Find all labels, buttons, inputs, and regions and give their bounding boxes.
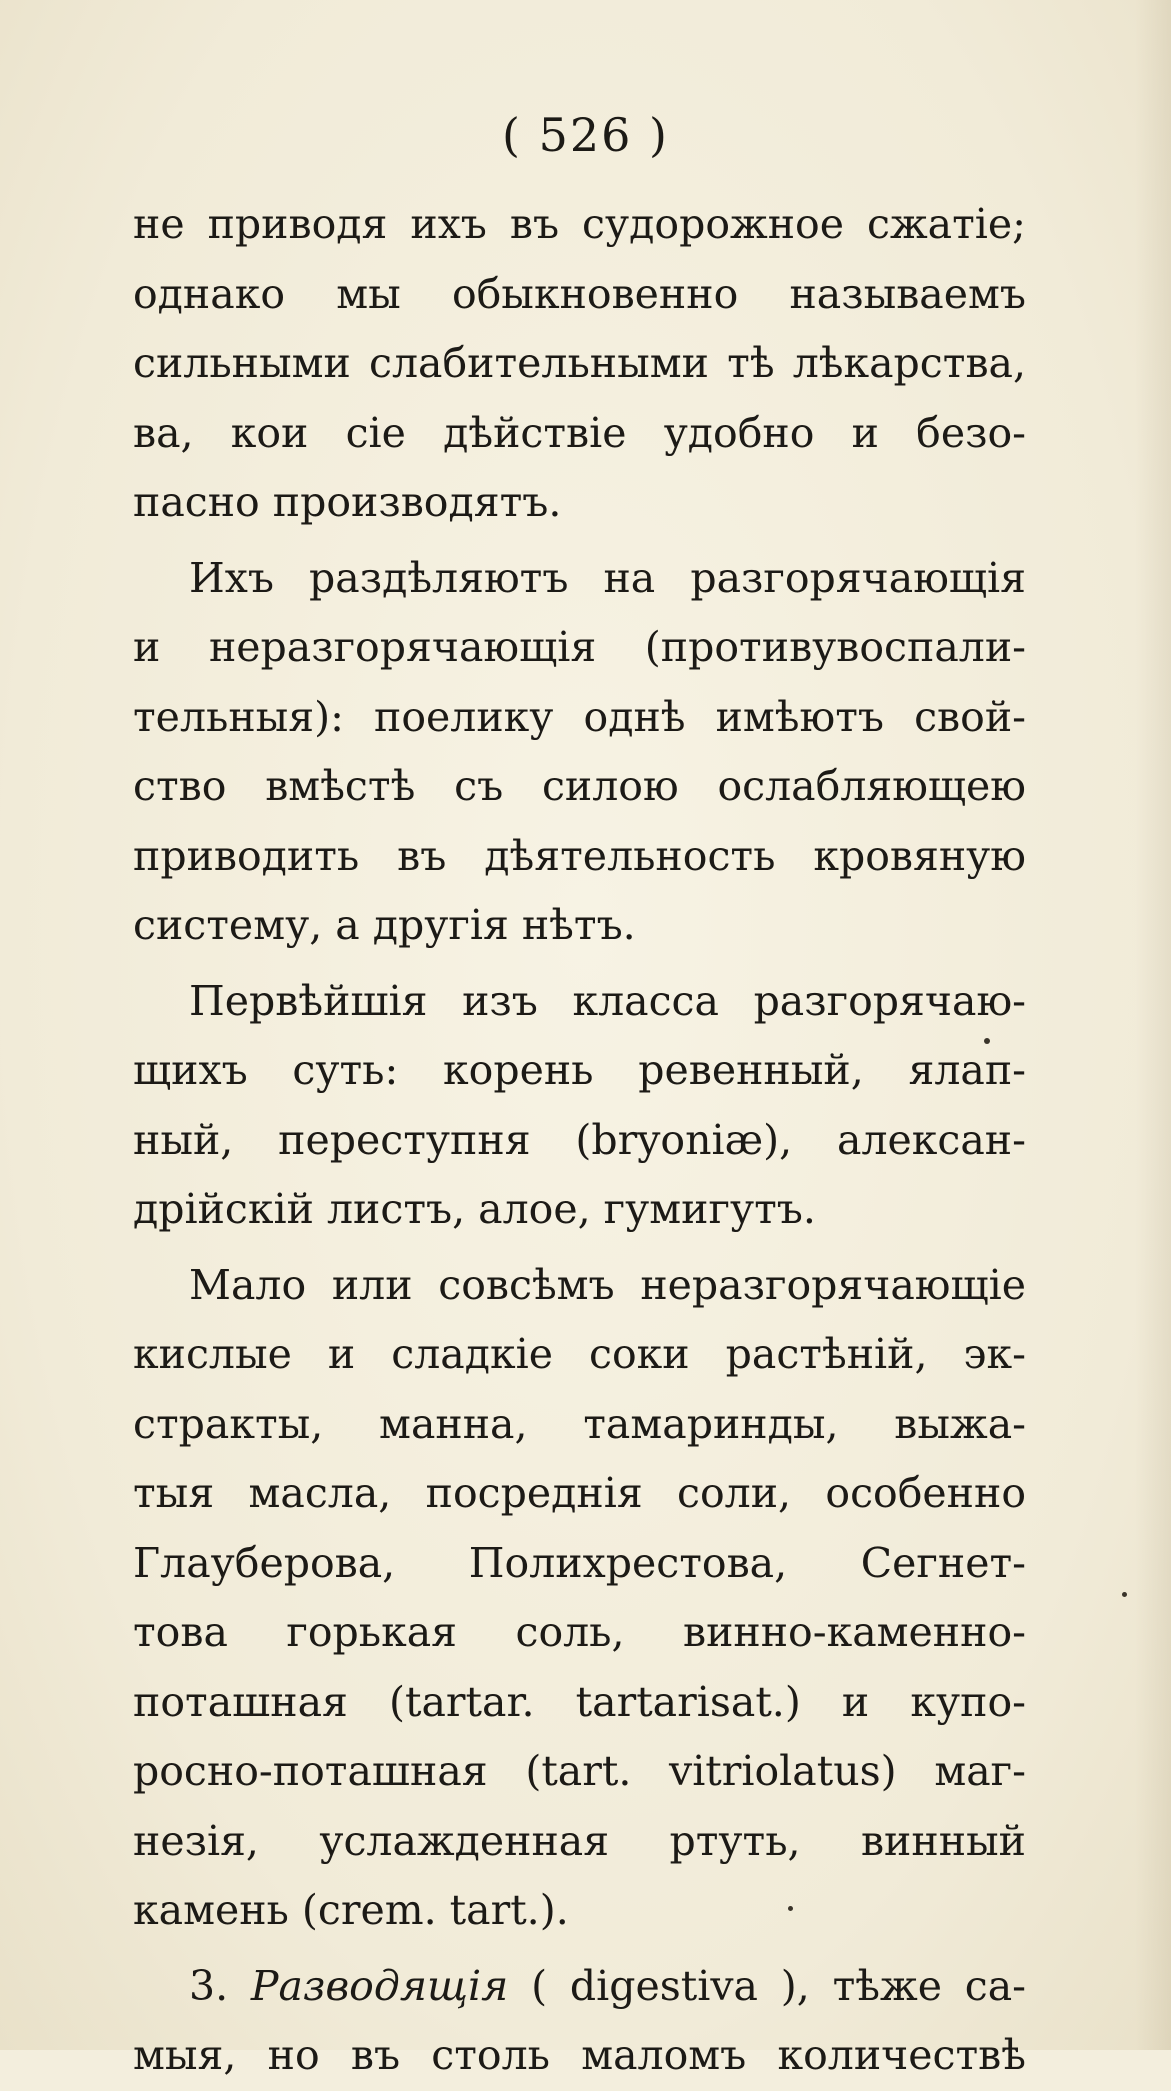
text-line: систему, а другія нѣтъ. [133, 901, 636, 949]
page-number: ( 526 ) [502, 108, 669, 162]
text-line: поташная (tartar. tartarisat.) и купо- [133, 1677, 1026, 1726]
text-line: Мало или совсѣмъ неразгорячающіе [189, 1260, 1026, 1309]
text-line: пасно производятъ. [133, 478, 562, 526]
text-line: незія, услажденная ртуть, винный [133, 1816, 1026, 1865]
text-line: сильными слабительными тѣ лѣкарства, [133, 339, 1026, 387]
text-line: тельныя): поелику однѣ имѣютъ свой- [133, 692, 1026, 741]
text-line: дрійскій листъ, алое, гумигутъ. [133, 1185, 816, 1233]
text-line: кислые и сладкіе соки растѣній, эк- [133, 1330, 1026, 1378]
text-line: тыя масла, посреднія соли, особенно [133, 1469, 1026, 1517]
text-line: Первѣйшія изъ класса разгорячаю- [189, 976, 1026, 1025]
paragraph-3 [133, 967, 1026, 1245]
text-line: не приводя ихъ въ судорожное сжатіе; [133, 200, 1026, 248]
text-line: Ихъ раздѣляютъ на разгорячающія [189, 553, 1026, 602]
paragraph-4 [133, 1251, 1026, 1946]
text-line: приводить въ дѣятельность кровяную [133, 831, 1026, 880]
ink-speck [984, 1038, 990, 1044]
text-line: това горькая соль, винно-каменно- [133, 1608, 1026, 1656]
text-line: ство вмѣстѣ съ силою ослабляющею [133, 762, 1026, 810]
text-line: однако мы обыкновенно называемъ [133, 269, 1026, 318]
text-line: щихъ суть: корень ревенный, ялап- [133, 1046, 1026, 1094]
item-text: ( digestiva ), тѣже са- [531, 1961, 1026, 2010]
text-line: и неразгорячающія (противувоспали- [133, 623, 1026, 671]
text-line: ный, переступня (bryoniæ), алексан- [133, 1115, 1026, 1164]
numbered-item-line [133, 1952, 1026, 2022]
text-line: Глауберова, Полихрестова, Сегнет- [133, 1538, 1026, 1587]
body-text [133, 190, 1026, 2091]
page-edge-shadow [1135, 0, 1171, 2050]
paragraph-2 [133, 544, 1026, 961]
ink-speck [788, 1906, 793, 1911]
item-term: Разводящія [250, 1961, 509, 2010]
text-line: росно-поташная (tart. vitriolatus) маг- [133, 1747, 1026, 1795]
text-line: ва, кои сіе дѣйствіе удобно и безо- [133, 408, 1026, 457]
paragraph-1 [133, 190, 1026, 538]
text-line: камень (crem. tart.). [133, 1886, 569, 1934]
paragraph-5 [133, 1952, 1026, 2091]
text-line: мыя, но въ столь маломъ количествѣ [133, 2031, 1026, 2079]
ink-speck [1122, 1592, 1127, 1597]
item-number: 3. [189, 1961, 229, 2010]
text-line: стракты, манна, тамаринды, выжа- [133, 1399, 1026, 1448]
